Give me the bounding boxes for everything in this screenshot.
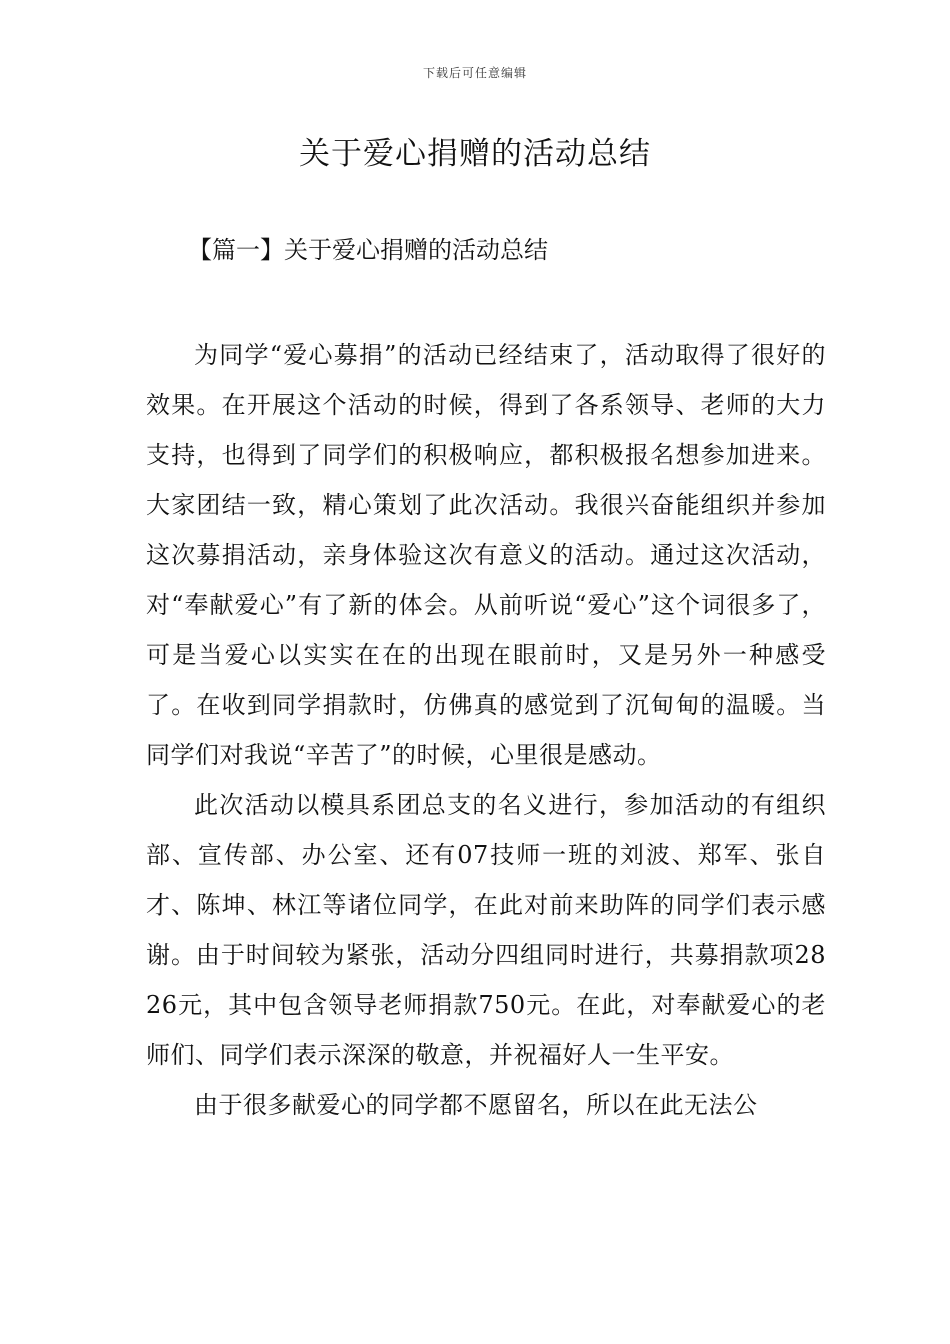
body-paragraph: 为同学“爱心募捐”的活动已经结束了，活动取得了很好的效果。在开展这个活动的时候，得到了各系领导、老师的大力支持，也得到了同学们的积极响应，都积极报名想参加进来。大家团结一致，精心策划了此次活动。我很兴奋能组织并参加这次募捐活动，亲身体验这次有意义的活动。通过这次活动，对“奉献爱心”有了新的体会。从前听说“爱心”这个词很多了，可是当爱心以实实在在的出现在眼前时，又是另外一种感受了。在收到同学捐款时，仿佛真的感觉到了沉甸甸的温暖。当同学们对我说“辛苦了”的时候，心里很是感动。: [146, 341, 826, 769]
document-title: 关于爱心捐赠的活动总结: [299, 136, 651, 172]
section-heading: 【篇一】关于爱心捐赠的活动总结: [188, 236, 548, 264]
header-note: 下载后可任意编辑: [422, 66, 527, 80]
document-body: [146, 330, 826, 1130]
body-paragraph: 由于很多献爱心的同学都不愿留名，所以在此无法公: [194, 1091, 758, 1119]
body-paragraph: 此次活动以模具系团总支的名义进行，参加活动的有组织部、宣传部、办公室、还有07技师一班的刘波、郑军、张自才、陈坤、林江等诸位同学，在此对前来助阵的同学们表示感谢。由于时间较为紧张，活动分四组同时进行，共募捐款项2826元，其中包含领导老师捐款750元。在此，对奉献爱心的老师们、同学们表示深深的敬意，并祝福好人一生平安。: [146, 791, 826, 1069]
